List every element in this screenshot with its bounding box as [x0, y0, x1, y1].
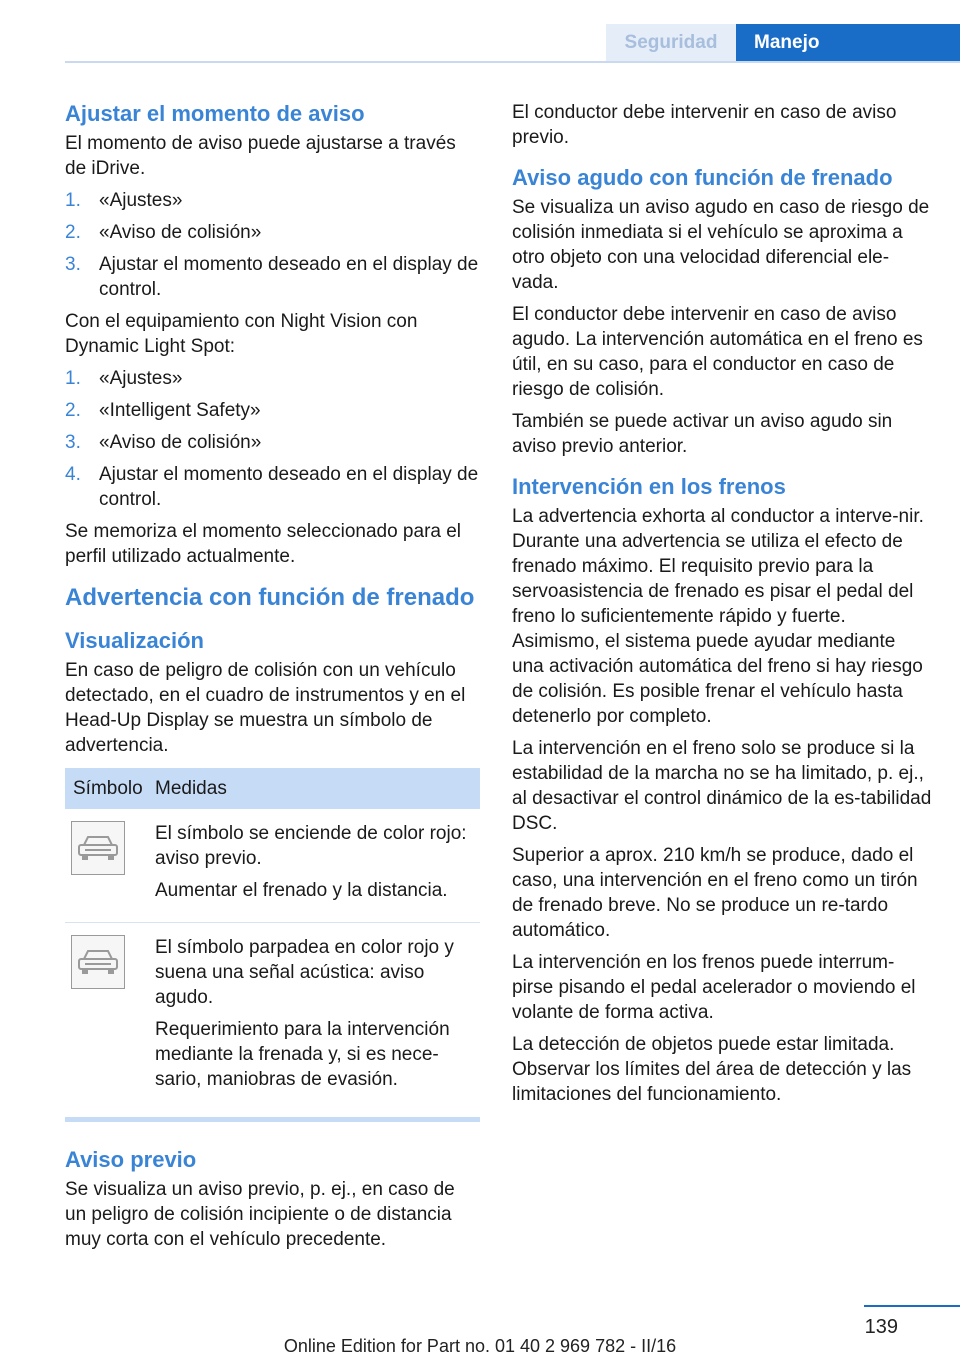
car-warning-icon: [71, 935, 125, 989]
measures-cell: [147, 923, 480, 1112]
paragraph: La detección de objetos puede estar limitada. Observar los límites del área de detección y las limitaciones del funcionamiento.: [512, 1034, 912, 1105]
measure-text: El símbolo parpadea en color rojo y suena una señal acústica: aviso agudo.: [155, 937, 454, 1008]
tab-seguridad[interactable]: Seguridad: [606, 24, 736, 61]
table-row: [65, 923, 480, 1112]
heading-ajustar: Ajustar el momento de aviso: [65, 101, 365, 126]
paragraph: El conductor debe intervenir en caso de aviso agudo. La intervención automática en el freno es útil, en su caso, para el conductor en caso de riesgo de colisión.: [512, 304, 923, 400]
paragraph: Se memoriza el momento seleccionado para el perfil utilizado actualmente.: [65, 521, 462, 567]
list-item: [65, 252, 480, 302]
edition-footer: Online Edition for Part no. 01 40 2 969 782 - II/16: [283, 1336, 677, 1356]
list-item: [65, 462, 480, 512]
measures-cell: [147, 809, 480, 923]
paragraph: Se visualiza un aviso previo, p. ej., en caso de un peligro de colisión incipiente o de distancia muy corta con el vehículo precedente.: [65, 1179, 455, 1250]
heading-intervencion-frenos: Intervención en los frenos: [512, 474, 786, 499]
paragraph: Superior a aprox. 210 km/h se produce, dado el caso, una intervención en el freno como un tirón de frenado breve. No se produce un re‐tardo automático.: [512, 845, 918, 941]
tab-manejo[interactable]: Manejo: [736, 24, 960, 61]
list-text: Ajustar el momento deseado en el display de control.: [99, 464, 479, 510]
table-row: [65, 809, 480, 923]
heading-advertencia: Advertencia con función de frenado: [65, 584, 475, 611]
symbol-table: [65, 768, 480, 1111]
left-column: [65, 100, 480, 1259]
list-text: «Ajustes»: [99, 190, 183, 211]
heading-aviso-previo: Aviso previo: [65, 1147, 197, 1172]
list-number: 3.: [65, 432, 81, 453]
paragraph: El momento de aviso puede ajustarse a través de iDrive.: [65, 133, 456, 179]
list-number: 3.: [65, 254, 81, 275]
paragraph: La intervención en el freno solo se produce si la estabilidad de la marcha no se ha limitado, p. ej., al desactivar el control dinámico de la es‐tabilidad DSC.: [512, 738, 932, 834]
list-item: [65, 188, 480, 213]
paragraph: La advertencia exhorta al conductor a interve‐nir. Durante una advertencia se utiliza el efecto de frenado máximo. El requisito previo para la servoasistencia de frenado es pisar el pedal del freno lo suficientemente rápido y fuerte. Asimismo, el sistema puede ayudar mediante una activación automática del freno si hay riesgo de colisión. Es posible frenar el vehículo hasta detenerlo por completo.: [512, 506, 924, 727]
list-item: [65, 366, 480, 391]
table-header-symbol: Símbolo: [65, 768, 147, 809]
table-header-row: [65, 768, 480, 809]
footer-rule: [864, 1305, 960, 1307]
paragraph: También se puede activar un aviso agudo sin aviso previo anterior.: [512, 411, 893, 457]
paragraph: La intervención en los frenos puede interrum‐pirse pisando el pedal acelerador o moviendo el volante de forma activa.: [512, 952, 916, 1023]
paragraph: El conductor debe intervenir en caso de aviso previo.: [512, 102, 897, 148]
settings-list: [65, 188, 480, 302]
table-header-measures: Medidas: [147, 768, 480, 809]
heading-aviso-agudo: Aviso agudo con función de frenado: [512, 165, 893, 190]
list-number: 2.: [65, 400, 81, 421]
night-vision-list: [65, 366, 480, 512]
list-text: «Aviso de colisión»: [99, 222, 262, 243]
paragraph: En caso de peligro de colisión con un vehículo detectado, en el cuadro de instrumentos y en el Head-Up Display se muestra un símbolo de advertencia.: [65, 660, 466, 756]
list-text: «Aviso de colisión»: [99, 432, 262, 453]
list-text: «Intelligent Safety»: [99, 400, 261, 421]
page-number: 139: [864, 1316, 898, 1338]
list-number: 4.: [65, 464, 81, 485]
list-text: Ajustar el momento deseado en el display de control.: [99, 254, 479, 300]
list-item: [65, 398, 480, 423]
list-number: 1.: [65, 368, 81, 389]
header-rule: [65, 61, 960, 63]
list-number: 1.: [65, 190, 81, 211]
symbol-cell: [65, 923, 147, 1112]
measure-text: Requerimiento para la intervención mediante la frenada y, si es nece‐sario, maniobras de evasión.: [155, 1019, 450, 1090]
table-end-rule: [65, 1117, 480, 1122]
list-item: [65, 430, 480, 455]
list-number: 2.: [65, 222, 81, 243]
car-warning-icon: [71, 821, 125, 875]
paragraph: Con el equipamiento con Night Vision con Dynamic Light Spot:: [65, 311, 418, 357]
symbol-cell: [65, 809, 147, 923]
list-item: [65, 220, 480, 245]
paragraph: Se visualiza un aviso agudo en caso de riesgo de colisión inmediata si el vehículo se aproxima a otro objeto con una velocidad diferencial ele‐vada.: [512, 197, 930, 293]
list-text: «Ajustes»: [99, 368, 183, 389]
right-column: [512, 100, 932, 1114]
measure-text: El símbolo se enciende de color rojo: aviso previo.: [155, 823, 467, 869]
measure-text: Aumentar el frenado y la distancia.: [155, 880, 448, 901]
heading-visualizacion: Visualización: [65, 628, 204, 653]
